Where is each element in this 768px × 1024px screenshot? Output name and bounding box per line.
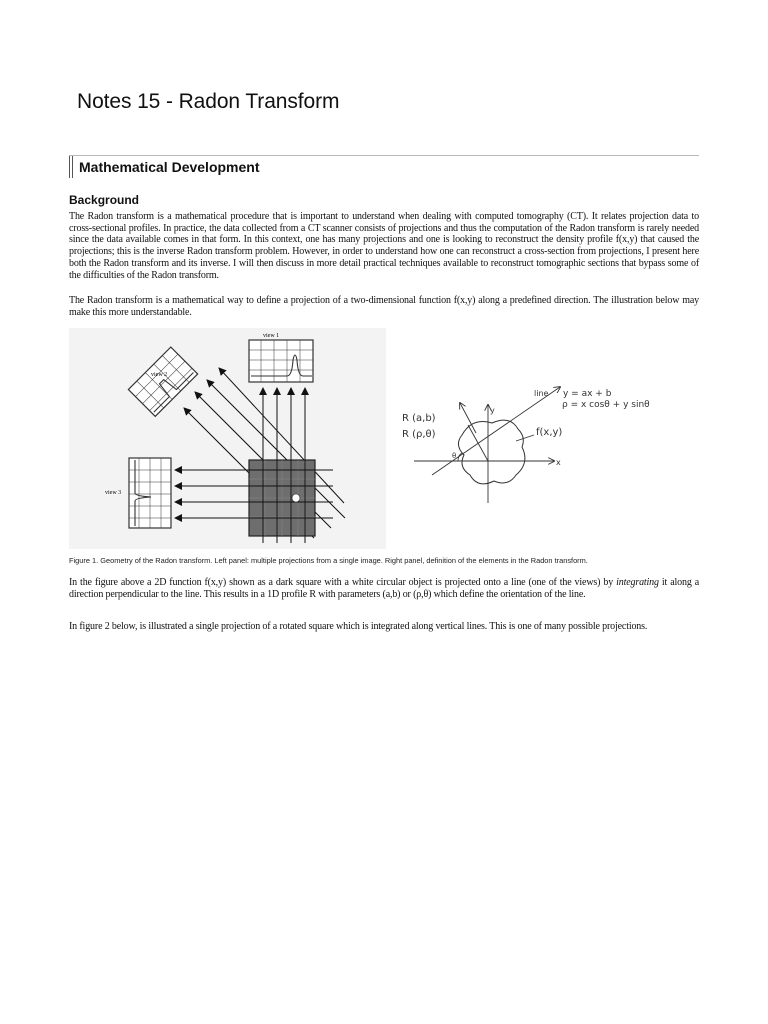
- x-axis-label: x: [556, 458, 561, 467]
- radon-definition-sketch: [392, 375, 650, 515]
- figure-right-panel: [392, 375, 650, 515]
- view1-label: view 1: [263, 333, 280, 339]
- figure1-caption: Figure 1. Geometry of the Radon transform. Left panel: multiple projections from a single image. Right panel, definition of the elements in the Radon transform.: [69, 556, 588, 565]
- paragraph-figure2-intro: In figure 2 below, is illustrated a single projection of a rotated square which is integrated along vertical lines. This is one of many possible projections.: [69, 621, 648, 632]
- paragraph-intro: The Radon transform is a mathematical procedure that is important to understand when dealing with computed tomography (CT). It relates projection data to cross-sectional profiles. In practice, the data collected from a CT scanner consists of projections and thus the computation of the Radon transform is rarely needed since the data available comes in that form. In this context, one has many projections and one is looking to reconstruct the density profile f(x,y) that caused the projections; this is the inverse Radon transform problem. However, in order to understand how one can reconstruct a cross-section from projections, I present here both the Radon transform and its inverse. I will then discuss in more detail practical techniques available to reconstruct tomographic sections that bypass some of the difficulties of the Radon transform.: [69, 211, 699, 281]
- paragraph-figure-explanation-part2: it along a direction perpendicular to the line. This results in a 1D profile R with parameters (a,b) or (ρ,θ) which define the orientation of the line.: [69, 577, 699, 600]
- view2-detector: [128, 347, 197, 416]
- r-rho-theta-label: R (ρ,θ): [402, 429, 436, 440]
- view2-label: view 2: [151, 372, 168, 378]
- subsection-heading: Background: [69, 193, 140, 207]
- paragraph-figure-explanation: [69, 577, 699, 600]
- line-label: line: [534, 389, 549, 398]
- view3-label: view 3: [105, 490, 122, 496]
- r-ab-label: R (a,b): [402, 413, 436, 424]
- figure-left-panel: [69, 328, 386, 549]
- view3-detector: [129, 458, 171, 528]
- line-equation-normal: ρ = x cosθ + y sinθ: [562, 400, 650, 410]
- paragraph-figure-explanation-part1: In the figure above a 2D function f(x,y) shown as a dark square with a white circular object is projected onto a line (one of the views) by: [69, 577, 617, 588]
- section-heading-text: Mathematical Development: [79, 159, 260, 175]
- section-heading: [69, 156, 695, 178]
- document-title: Notes 15 - Radon Transform: [77, 90, 340, 113]
- paragraph-definition: The Radon transform is a mathematical way to define a projection of a two-dimensional function f(x,y) along a predefined direction. The illustration below may make this more understandable.: [69, 295, 699, 318]
- integrating-emphasis: integrating: [616, 577, 659, 588]
- line-equation-slope: y = ax + b: [563, 389, 612, 399]
- object-square: [249, 460, 315, 536]
- theta-label: θ: [452, 452, 457, 460]
- function-label: f(x,y): [536, 427, 563, 438]
- y-axis-label: y: [490, 406, 495, 415]
- white-circular-object: [292, 494, 300, 502]
- projection-geometry-diagram: [69, 328, 386, 549]
- view1-detector: [249, 340, 313, 382]
